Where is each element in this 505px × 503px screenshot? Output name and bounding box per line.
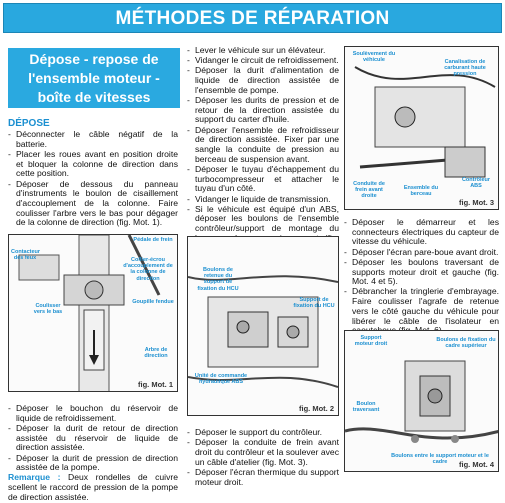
step-item: - Déposer les boulons traversant de supports moteur droit et gauche (fig. Mot. 4 et 5). xyxy=(344,258,499,287)
callout: Soulèvement du véhicule xyxy=(352,51,396,64)
step-item: - Déposer l'écran thermique du support moteur droit. xyxy=(187,468,339,487)
column-2-top-text xyxy=(187,46,339,254)
callout: Collier-écrou d'accouplement de la colonne de direction xyxy=(123,257,173,282)
column-1-top-text xyxy=(8,130,178,229)
step-item: - Déposer la durit de retour de direction assistée du réservoir de liquide de direction assistée. xyxy=(8,424,178,453)
callout: Support moteur droit xyxy=(354,335,388,348)
callout: Boulons de fixation du cadre supérieur xyxy=(436,337,496,350)
step-item: - Déconnecter le câble négatif de la batterie. xyxy=(8,130,178,149)
step-item: - Déposer de dessous du panneau d'instruments le boulon de cisaillement d'accouplement de la colonne. Faire coulisser l'arbre vers le bas pour dégager de la colonne de direction (fig. Mot. 1). xyxy=(8,180,178,229)
callout: Ensemble du berceau xyxy=(403,185,439,198)
page-header xyxy=(3,3,502,33)
callout: Support de fixation du HCU xyxy=(293,297,335,310)
callout: Contrôleur ABS xyxy=(461,177,491,190)
section-heading-depose: DÉPOSE xyxy=(8,118,50,129)
title-line-3: boîte de vitesses xyxy=(37,89,151,105)
step-item: - Déposer le démarreur et les connecteurs électriques du capteur de vitesse du véhicule. xyxy=(344,218,499,247)
title-line-1: Dépose - repose de xyxy=(29,51,159,67)
procedure-title-box xyxy=(8,48,180,108)
figure-mot-4 xyxy=(344,330,499,472)
abs-unit-drawing xyxy=(188,237,339,416)
step-item: - Placer les roues avant en position droite et bloquer la colonne de direction dans cette position. xyxy=(8,150,178,179)
remark-text: Deux rondelles de cuivre scellent le raccord de pression de la pompe de direction assistée. xyxy=(8,472,179,502)
callout: Coulisser vers le bas xyxy=(33,303,63,316)
step-item: - Déposer l'ensemble de refroidisseur de direction assistée. Fixer par une sangle la conduite de pression au berceau de suspension avant. xyxy=(187,126,339,165)
callout: Canalisation de carburant haute pression xyxy=(444,59,486,78)
step-item: - Déposer le bouchon du réservoir de liquide de refroidissement. xyxy=(8,404,178,423)
figure-label: fig. Mot. 4 xyxy=(459,460,494,469)
title-line-2: l'ensemble moteur - xyxy=(28,70,160,86)
figure-mot-3 xyxy=(344,46,499,210)
step-item: - Vidanger le circuit de refroidissement. xyxy=(187,56,339,66)
step-item: - Si le véhicule est équipé d'un ABS, déposer les boulons de l'ensemble contrôleur/support de montage du xyxy=(187,205,339,254)
column-2-bottom-text xyxy=(187,428,339,488)
callout: Contacteur des feux xyxy=(11,249,41,262)
remark-label: Remarque : xyxy=(8,472,61,483)
callout: Arbre de direction xyxy=(144,347,168,360)
callout: Goupille fendue xyxy=(132,299,174,305)
step-item: - Déposer la durit de pression de direction assistée de la pompe. xyxy=(8,454,178,473)
step-item: - Lever le véhicule sur un élévateur. xyxy=(187,46,339,56)
callout: Conduite de frein avant droite xyxy=(353,181,385,200)
callout: Boulon traversant xyxy=(352,401,380,414)
callout: Boulons entre le support moteur et le cadre xyxy=(391,453,489,466)
figure-mot-1 xyxy=(8,234,178,392)
step-item: - Déposer la durit d'alimentation de liquide de direction assistée de l'ensemble de pompe. xyxy=(187,66,339,95)
step-item: - Vidanger le liquide de transmission. xyxy=(187,195,339,205)
figure-label: fig. Mot. 3 xyxy=(459,198,494,207)
figure-label: fig. Mot. 1 xyxy=(138,380,173,389)
step-item: - Déposer le tuyau d'échappement du turbocompresseur et attacher le tuyau d'un côté. xyxy=(187,165,339,194)
figure-mot-2 xyxy=(187,236,339,416)
callout: Boulons de retenue du support de fixation du HCU xyxy=(197,267,239,292)
step-item: - Déposer la conduite de frein avant droit du contrôleur et la soulever avec un câble d'atelier (fig. Mot. 3). xyxy=(187,438,339,467)
figure-label: fig. Mot. 2 xyxy=(299,404,334,413)
column-3-text xyxy=(344,218,499,336)
step-item: - Débrancher la tringlerie d'embrayage. Faire coulisser l'agrafe de retenue vers le côté gauche du véhicule pour libérer le câble de l'isolateur en xyxy=(344,287,499,336)
remark-note xyxy=(8,473,178,502)
step-item: - Déposer les durits de pression et de retour de la direction assistée du support du carter d'huile. xyxy=(187,96,339,125)
step-item: - Déposer l'écran pare-boue avant droit. xyxy=(344,248,499,258)
column-1-bottom-text xyxy=(8,404,178,503)
header-title: MÉTHODES DE RÉPARATION xyxy=(115,8,390,29)
step-item: - Déposer le support du contrôleur. xyxy=(187,428,339,438)
callout: Unité de commande hydraulique ABS xyxy=(194,373,248,386)
callout: Pédale de frein xyxy=(133,237,173,243)
